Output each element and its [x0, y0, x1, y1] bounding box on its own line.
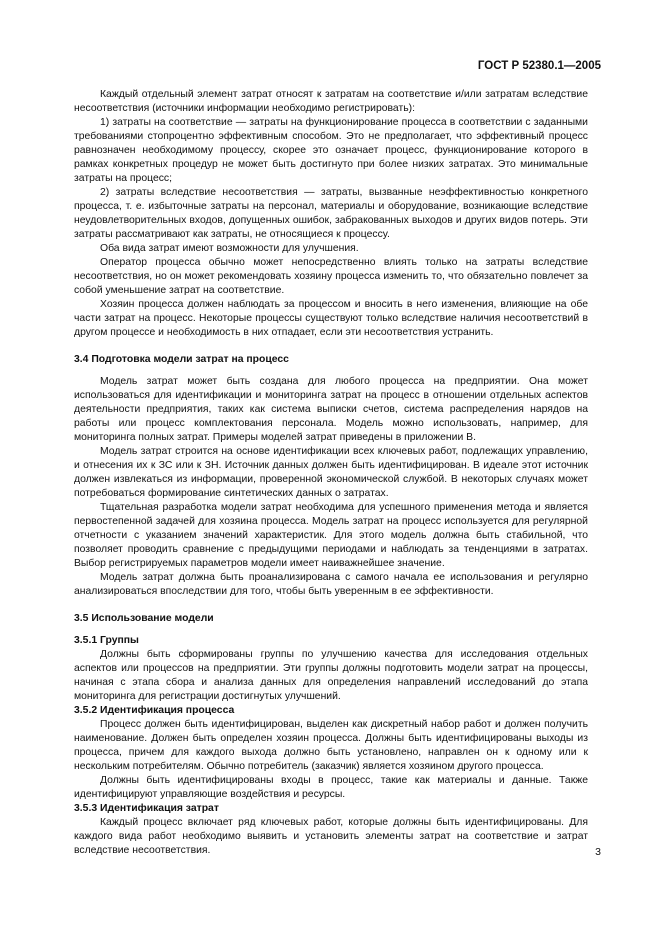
paragraph: Тщательная разработка модели затрат необходима для успешного применения метода и является первостепенной задачей для хозяина процесса. Модель затрат на процесс используется для регулярной отчетности с указанием значений характеристик. Для этого модель должна быть стабильной, что позволяет проводить сравнение с предыдущими периодами и наблюдать за тенденциями в затратах. Выбор регистрируемых параметров модели имеет наиважнейшее значение. — [74, 502, 588, 569]
section-number: 3.5.3 — [74, 803, 98, 814]
paragraph: Должны быть сформированы группы по улучшению качества для исследования отдельных аспектов или процессов на предприятии. Эти группы должны подготовить модели затрат на процессы, начиная с этапа сбора и анализа данных для определения направлений исследований до этапа мониторинга для регистрации достигнутых улучшений. — [74, 649, 588, 702]
page-body — [74, 88, 588, 858]
section-number: 3.5.2 — [74, 705, 98, 716]
list-item: 1) затраты на соответствие — затраты на функционирование процесса в соответствии с заданными требованиями стопроцентно эффективным способом. Это не предполагает, что эффективный процесс равнозначен необходимому процессу, скорее это означает процесс, функционирование которого в рамках конкретных процедур не может быть достигнуто при более низких затратах. Это минимальные затраты на процесс; — [74, 117, 588, 184]
paragraph: Оба вида затрат имеют возможности для улучшения. — [100, 243, 359, 254]
section-number: 3.4 — [74, 354, 89, 365]
section-heading-3-5 — [74, 612, 588, 626]
paragraph: Модель затрат должна быть проанализирована с самого начала ее использования и регулярно анализироваться впоследствии для того, чтобы быть уверенным в ее эффективности. — [74, 572, 588, 597]
paragraph: Каждый отдельный элемент затрат относят к затратам на соответствие и/или затратам вследствие несоответствия (источники информации необходимо регистрировать): — [74, 89, 588, 114]
paragraph: Оператор процесса обычно может непосредственно влиять только на затраты вследствие несоответствия, но он может рекомендовать хозяину процесса изменить то, что обязательно повлечет за собой уменьшение затрат на соответствие. — [74, 257, 588, 296]
paragraph: Каждый процесс включает ряд ключевых работ, которые должны быть идентифицированы. Для каждого вида работ необходимо выявить и установить элементы затрат на соответствие и затрат вследствие несоответствия. — [74, 817, 588, 856]
section-title: Подготовка модели затрат на процесс — [91, 354, 289, 365]
section-title: Идентификация процесса — [100, 705, 235, 716]
list-item: 2) затраты вследствие несоответствия — затраты, вызванные неэффективностью конкретного процесса, т. е. избыточные затраты на персонал, материалы и оборудование, возникающие вследствие неудовлетворительных входов, допущенных ошибок, забракованных выходов и других видов потерь. Эти затраты рассматривают как затраты, не относящиеся к процессу. — [74, 187, 588, 240]
section-heading-3-4 — [74, 353, 588, 367]
subsection-heading-3-5-2 — [74, 704, 588, 718]
page-number: 3 — [595, 846, 601, 858]
section-number: 3.5 — [74, 613, 89, 624]
document-header: ГОСТ Р 52380.1—2005 — [477, 60, 601, 72]
paragraph: Модель затрат может быть создана для любого процесса на предприятии. Она может использоваться для идентификации и мониторинга затрат на процесс в отношении отдельных аспектов деятельности предприятия, таких как система выписки счетов, система распределения нарядов на работы или процесс комплектования персонала. Модель можно использовать, например, для мониторинга полных затрат. Примеры моделей затрат приведены в приложении В. — [74, 376, 588, 443]
subsection-heading-3-5-3 — [74, 802, 588, 816]
subsection-heading-3-5-1 — [74, 634, 588, 648]
section-number: 3.5.1 — [74, 635, 98, 646]
section-title: Использование модели — [91, 613, 214, 624]
paragraph: Хозяин процесса должен наблюдать за процессом и вносить в него изменения, влияющие на обе части затрат на процесс. Некоторые процессы существуют только вследствие наличия несоответствий в другом процессе и необходимость в них отпадает, если эти несоответствия устранить. — [74, 299, 588, 338]
section-title: Группы — [100, 635, 139, 646]
section-title: Идентификация затрат — [100, 803, 219, 814]
paragraph: Модель затрат строится на основе идентификации всех ключевых работ, подлежащих управлению, и отнесения их к ЗС или к ЗН. Источник данных должен быть идентифицирован. В идеале этот источник должен извлекаться из информации, проверенной экономической службой. В некоторых случаях может потребоваться формирование синтетических данных о затратах. — [74, 446, 588, 499]
paragraph: Процесс должен быть идентифицирован, выделен как дискретный набор работ и должен получить наименование. Должен быть определен хозяин процесса. Должны быть идентифицированы выходы из процесса, причем для каждого выхода должно быть установлено, направлен он к одному или к нескольким потребителям. Обычно потребитель (заказчик) является хозяином другого процесса. — [74, 719, 588, 772]
paragraph: Должны быть идентифицированы входы в процесс, такие как материалы и данные. Также идентифицируют управляющие воздействия и ресурсы. — [74, 775, 588, 800]
